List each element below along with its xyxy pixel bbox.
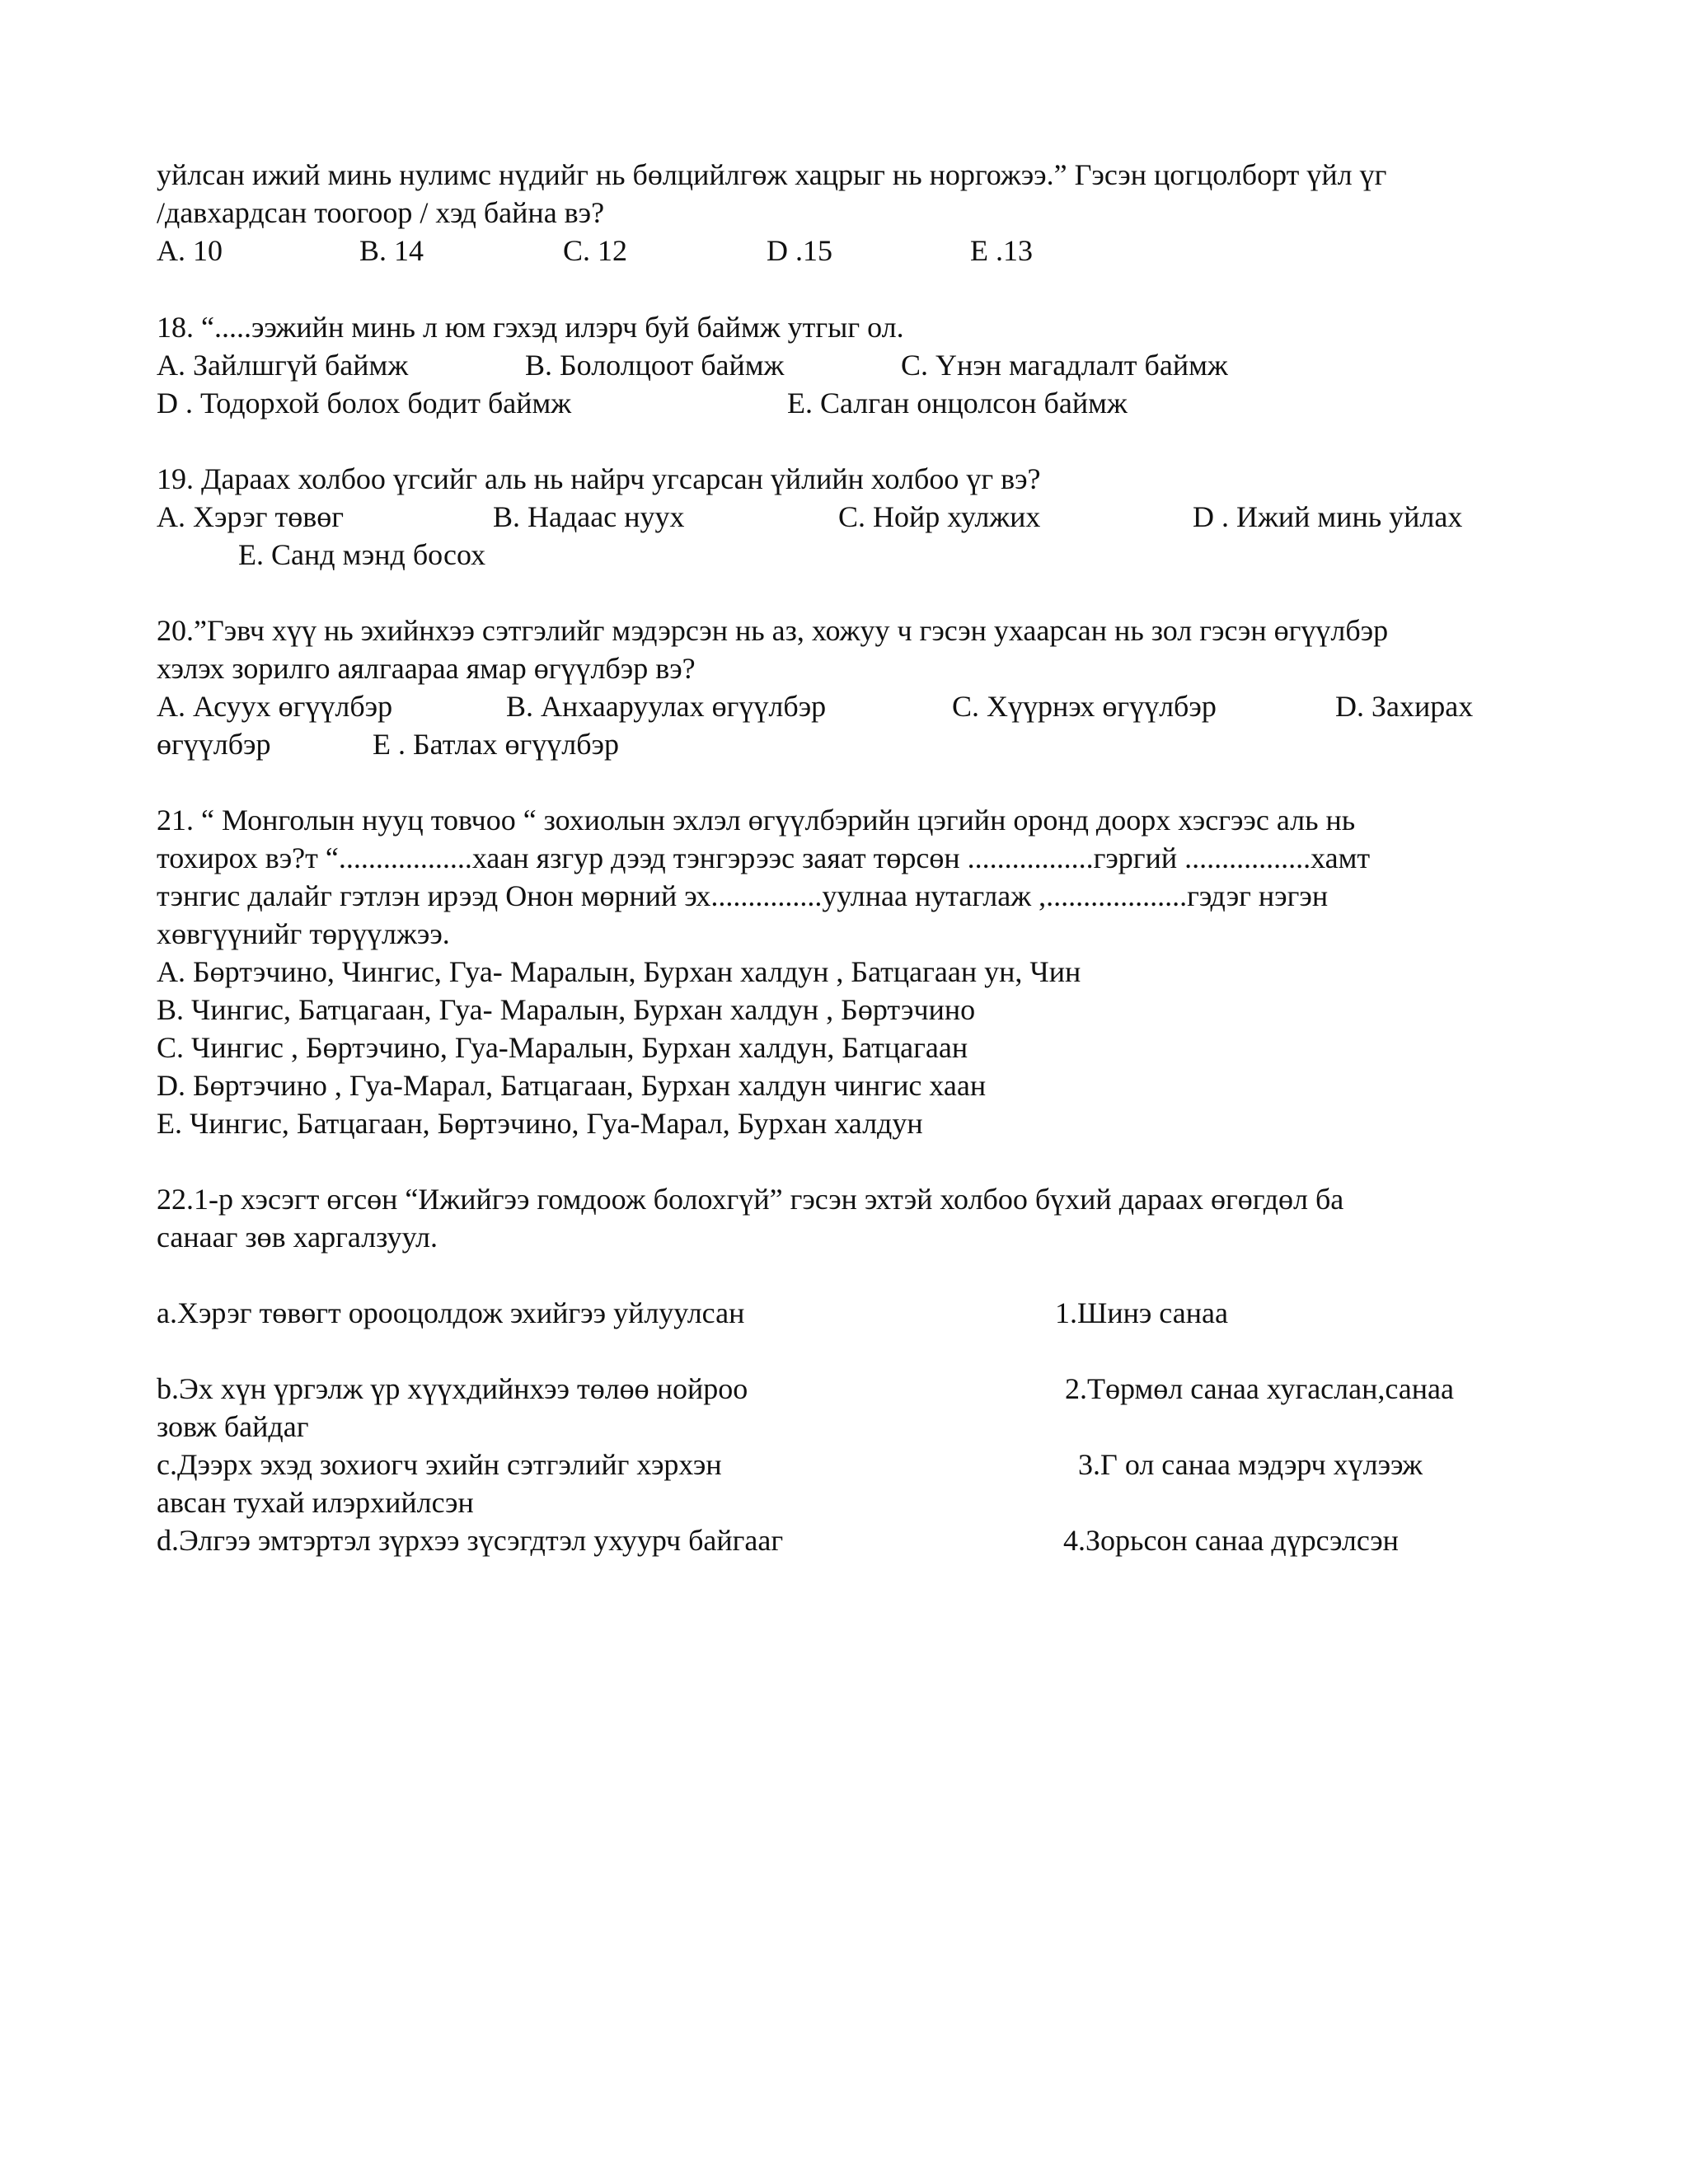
q22-right-item-3: 3.Г ол санаа мэдэрч хүлээж [1078, 1448, 1423, 1481]
q17-text-line-1: уйлсан ижий минь нулимс нүдийг нь бөлцийлгөж хацрыг нь норгожээ.” Гэсэн цогцолборт үйл үг [157, 158, 1387, 191]
q18-option-c: С. Үнэн магадлалт баймж [901, 349, 1228, 382]
q20-text-line-1: 20.”Гэвч хүү нь эхийнхээ сэтгэлийг мэдэрсэн нь аз, хожуу ч гэсэн ухаарсан нь зол гэсэн өгүүлбэр [157, 614, 1389, 647]
q17-text-line-2: /давхардсан тоогоор / хэд байна вэ? [157, 196, 605, 229]
q17-option-e: Е .13 [970, 234, 1033, 267]
q19-option-c: С. Нойр хулжих [838, 500, 1041, 533]
q22-text-line-2: санааг зөв харгалзуул. [157, 1221, 438, 1254]
q18-option-a: А. Зайлшгүй баймж [157, 349, 409, 382]
q21-text-line-4: хөвгүүнийг төрүүлжээ. [157, 917, 450, 950]
q17-option-c: С. 12 [563, 234, 628, 267]
q21-option-c: С. Чингис , Бөртэчино, Гуа-Маралын, Бурхан халдун, Батцагаан [157, 1031, 968, 1064]
q17-option-d: D .15 [767, 234, 832, 267]
q18-option-d: D . Тодорхой болох бодит баймж [157, 387, 572, 419]
q22-left-item-a: a.Хэрэг төвөгт орооцолдож эхийгээ уйлуулсан [157, 1296, 745, 1329]
q22-left-item-c-continued: авсан тухай илэрхийлсэн [157, 1486, 474, 1519]
q21-option-b: В. Чингис, Батцагаан, Гуа- Маралын, Бурхан халдун , Бөртэчино [157, 993, 976, 1026]
q21-option-e: Е. Чингис, Батцагаан, Бөртэчино, Гуа-Марал, Бурхан халдун [157, 1107, 923, 1140]
q21-text-line-1: 21. “ Монголын нууц товчоо “ зохиолын эхлэл өгүүлбэрийн цэгийн оронд доорх хэсгээс аль нь [157, 804, 1356, 837]
q18-question: 18. “.....ээжийн минь л юм гэхэд илэрч буй баймж утгыг ол. [157, 311, 904, 344]
q18-option-b: В. Бололцоот баймж [525, 349, 785, 382]
q20-option-d: D. Захирах [1335, 690, 1474, 723]
q22-right-item-1: 1.Шинэ санаа [1055, 1296, 1228, 1329]
q20-text-line-2: хэлэх зорилго аялгаараа ямар өгүүлбэр вэ? [157, 652, 696, 685]
q22-right-item-2: 2.Төрмөл санаа хугаслан,санаа [1065, 1372, 1454, 1405]
q17-option-b: В. 14 [359, 234, 424, 267]
q19-option-a: А. Хэрэг төвөг [157, 500, 345, 533]
q19-option-b: В. Надаас нуух [493, 500, 685, 533]
q20-option-e: Е . Батлах өгүүлбэр [373, 728, 619, 761]
q19-option-d: D . Ижий минь уйлах [1193, 500, 1463, 533]
q21-option-d: D. Бөртэчино , Гуа-Марал, Батцагаан, Бурхан халдун чингис хаан [157, 1069, 987, 1102]
q20-option-b: В. Анхааруулах өгүүлбэр [506, 690, 827, 723]
q19-question: 19. Дараах холбоо үгсийг аль нь найрч угсарсан үйлийн холбоо үг вэ? [157, 462, 1041, 495]
q18-option-e: Е. Салган онцолсон баймж [787, 387, 1128, 419]
q22-left-item-b: b.Эх хүн үргэлж үр хүүхдийнхээ төлөө нойроо [157, 1372, 748, 1405]
q22-text-line-1: 22.1-р хэсэгт өгсөн “Ижийгээ гомдоож болохгүй” гэсэн эхтэй холбоо бүхий дараах өгөгдөл ба [157, 1183, 1344, 1216]
q21-text-line-2: тохирох вэ?т “..................хаан язгур дээд тэнгэрээс заяат төрсөн .................гэргий .................хамт [157, 841, 1371, 874]
q21-option-a: А. Бөртэчино, Чингис, Гуа- Маралын, Бурхан халдун , Батцагаан ун, Чин [157, 955, 1081, 988]
q22-left-item-b-continued: зовж байдаг [157, 1410, 309, 1443]
q19-option-e: Е. Санд мэнд босох [238, 538, 486, 571]
q22-right-item-4: 4.Зорьсон санаа дүрсэлсэн [1063, 1524, 1399, 1557]
q21-text-line-3: тэнгис далайг гэтлэн ирээд Онон мөрний эх...............уулнаа нутаглаж ,...................гэдэг нэгэн [157, 879, 1329, 912]
q22-left-item-c: c.Дээрх эхэд зохиогч эхийн сэтгэлийг хэрхэн [157, 1448, 722, 1481]
q17-option-a: А. 10 [157, 234, 223, 267]
q20-option-a: А. Асуух өгүүлбэр [157, 690, 393, 723]
q20-option-c: С. Хүүрнэх өгүүлбэр [952, 690, 1217, 723]
q22-left-item-d: d.Элгээ эмтэртэл зүрхээ зүсэгдтэл ухуурч байгааг [157, 1524, 784, 1557]
q20-option-d-continued: өгүүлбэр [157, 728, 271, 761]
